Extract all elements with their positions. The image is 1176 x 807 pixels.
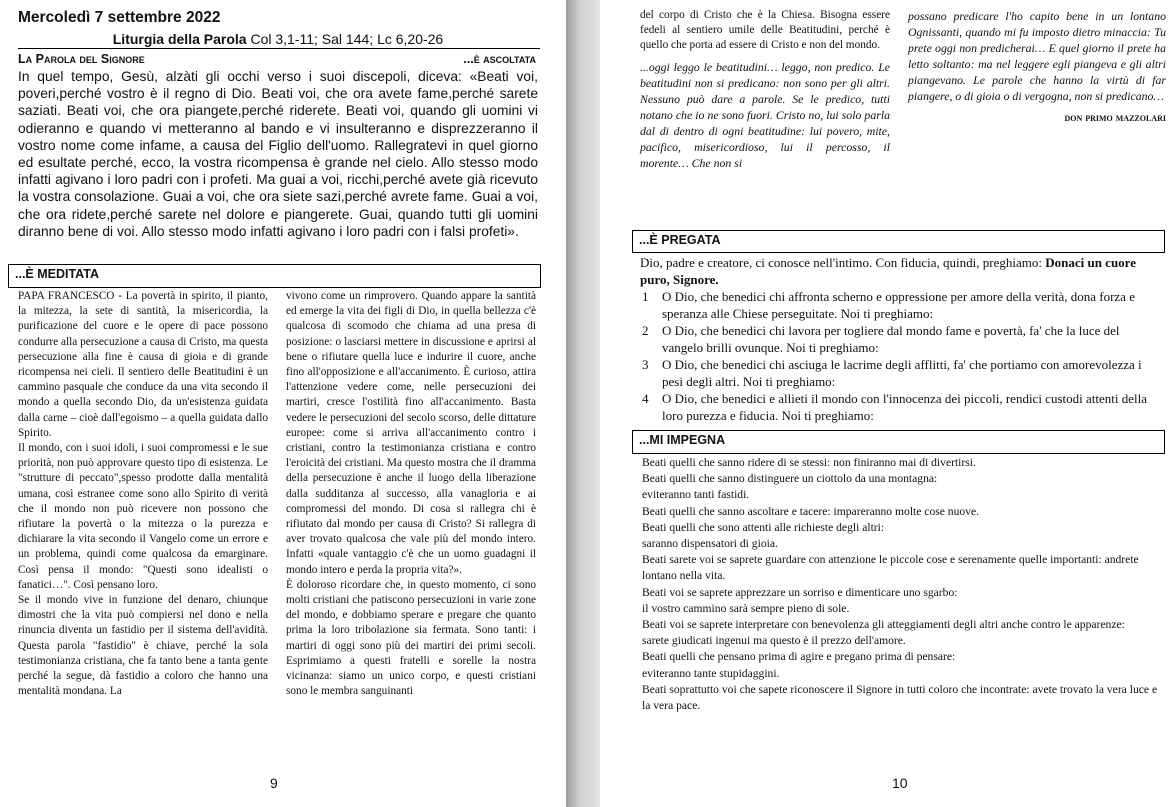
meditata-paragraph: Il mondo, con i suoi idoli, i suoi compromessi e le sue priorità, non può approvare questo tipo di esistenza. Le "strutture di peccato",spesso prodotte dalla mentalità umana, così estranee come sono allo Spirito di verità che il mondo non può ricevere non possono che rifiutare la povertà o la mitezza o la purezza e dichiarare la vita secondo il Vangelo come un errore e un problema, quindi come qualcosa da emarginare. Così pensa il mondo: "Questi sono idealisti o fanatici…". Così pensano loro. xyxy=(18,442,268,591)
impegna-line: Beati quelli che sono attenti alle richieste degli altri: xyxy=(642,520,885,534)
reflection-column-2 xyxy=(908,8,1166,125)
pregata-intro xyxy=(640,254,1162,288)
meditata-column-1 xyxy=(18,289,268,699)
reflection-column-1 xyxy=(640,8,890,171)
meditata-header xyxy=(8,264,541,288)
meditata-paragraph: PAPA FRANCESCO - La povertà in spirito, il pianto, la mitezza, la sete di santità, la misericordia, la purificazione del cuore e le opere di pace possono condurre alla persecuzione a causa di Cristo, ma questa persecuzione alla fine è causa di gioia e di grande ricompensa nei cieli. Il sentiero delle Beatitudini è un cammino pasquale che conduce da una vita secondo il mondo a quella secondo Dio, da un'esistenza guidata dalla carne – cioè dall'egoismo – a quella guidata dallo Spirito. xyxy=(18,290,268,439)
meditata-paragraph: vivono come un rimprovero. Quando appare la santità ed emerge la vita dei figli di Dio, in quella bellezza c'è qualcosa di scomodo che chiama ad una presa di posizione: o lasciarsi mettere in discussione e aprirsi al bene o rifiutare quella luce e indurire il cuore, anche fino all'opposizione e all'accanimento. È curioso, attira l'attenzione vedere come, nelle persecuzioni dei martiri, cresce l'ostilità fino all'accanimento. Basta vedere le persecuzioni del secolo scorso, delle dittature europee: come si arriva all'accanimento contro i cristiani, contro la testimonianza cristiana e contro l'eroicità dei cristiani. Ma questo mostra che il dramma della persecuzione è anche il luogo della liberazione dalla sudditanza al successo, alla vanagloria e ai compromessi del mondo. Di cosa si rallegra chi è rifiutato dal mondo per causa di Cristo? Si rallegra di aver trovato qualcosa che vale più del mondo intero. Infatti «quale vantaggio c'è che un uomo guadagni il mondo intero e perda la propria vita?». xyxy=(286,290,536,576)
prayer-item xyxy=(640,322,1162,356)
impegna-line: Beati quelli che sanno ridere di se stessi: non finiranno mai di divertirsi. xyxy=(642,456,976,469)
impegna-section xyxy=(642,455,1162,714)
heading-rule xyxy=(18,48,540,49)
prayer-text: O Dio, che benedici chi lavora per togliere dal mondo fame e povertà, fa' che la luce del vangelo brilli ovunque. Noi ti preghiamo: xyxy=(662,323,1120,355)
prayer-list xyxy=(640,288,1162,424)
meditata-paragraph: È doloroso ricordare che, in questo momento, ci sono molti cristiani che patiscono persecuzioni in varie zone del mondo, e dobbiamo sperare e pregare che quanto prima la loro tribolazione sia fermata. Sono tanti: i martiri di oggi sono più dei martiri dei primi secoli. Esprimiamo a questi fratelli e sorelle la nostra vicinanza: siamo un unico corpo, e questi cristiani sono le membra sanguinanti xyxy=(286,578,536,698)
page-gutter xyxy=(566,0,600,807)
meditata-label: ...È MEDITATA xyxy=(15,267,100,281)
prayer-item xyxy=(640,356,1162,390)
liturgy-title: Liturgia della Parola xyxy=(112,31,247,47)
impegna-line: eviteranno tante stupidaggini. xyxy=(642,666,780,680)
impegna-header xyxy=(632,430,1165,454)
prayer-text: O Dio, che benedici e allieti il mondo con l'innocenza dei piccoli, rendici custodi attenti della loro purezza e fiducia. Noi ti preghiamo: xyxy=(662,391,1147,423)
pregata-header xyxy=(632,230,1165,253)
impegna-line: il vostro cammino sarà sempre pieno di sole. xyxy=(642,601,850,615)
impegna-line: Beati voi se saprete apprezzare un sorriso e dimenticare uno sgarbo: xyxy=(642,585,958,599)
mazzolari-quote-part-1: ...oggi leggo le beatitudini… leggo, non predico. Le beatitudini non si predicano: non sono per gli altri. Nessuno può dare a parole. Se le predico, tutti notano che io ne sono fuori. Cristo no, lui solo parla dal di dentro di ogni beatitudine: lui povero, mite, pacifico, misericordioso, lui il percosso, il morente… Che non si xyxy=(640,59,890,170)
impegna-label: ...MI IMPEGNA xyxy=(639,433,726,447)
impegna-line: Beati quelli che sanno distinguere un ciottolo da una montagna: xyxy=(642,472,938,486)
prayer-item xyxy=(640,390,1162,424)
gospel-text: In quel tempo, Gesù, alzàti gli occhi verso i suoi discepoli, diceva: «Beati voi, poveri,perché vostro è il regno di Dio. Beati voi, che ora avete fame,perché sarete saziati. Beati voi, che ora piangete,perché riderete. Beati voi, quando gli uomini vi odieranno e quando vi metteranno al bando e vi insulteranno e disprezzeranno il vostro nome come infame, a causa del Figlio dell'uomo. Rallegratevi in quel giorno ed esultate perché, ecco, la vostra ricompensa è grande nel cielo. Allo stesso modo infatti agivano i loro padri con i profeti. Ma guai a voi, ricchi,perché avete già ricevuto la vostra consolazione. Guai a voi, che ora siete sazi,perché avrete fame. Guai a voi, che ora ridete,perché sarete nel dolore e piangerete. Guai, quando tutti gli uomini diranno bene di voi. Allo stesso modo infatti agivano i loro padri con i falsi profeti». xyxy=(18,69,538,239)
liturgy-refs: Col 3,1-11; Sal 144; Lc 6,20-26 xyxy=(250,31,444,47)
pregata-intro-text: Dio, padre e creatore, ci conosce nell'intimo. Con fiducia, quindi, preghiamo: xyxy=(640,255,1042,270)
parola-label: La Parola del Signore xyxy=(18,52,145,66)
prayer-number: 3 xyxy=(642,357,649,372)
meditata-continuation: del corpo di Cristo che è la Chiesa. Bisogna essere fedeli al sentiero umile delle Beatitudini, perché è quello che porta ad essere di Cristo e non del mondo. xyxy=(640,9,890,52)
pregata-label: ...È PREGATA xyxy=(639,233,721,247)
pregata-section xyxy=(640,254,1162,424)
impegna-line: Beati quelli che pensano prima di agire e pregano prima di pensare: xyxy=(642,650,956,664)
ascoltata-label: ...è ascoltata xyxy=(463,52,536,66)
quote-author: don primo mazzolari xyxy=(1064,110,1166,124)
mazzolari-quote-part-2: possano predicare l'ho capito bene in un lontano Ognissanti, quando mi fu imposto dietro minaccia: Tu prete oggi non predicherai… E quel giorno il prete ha letto soltanto: ma nel leggere egli piangeva e gli altri piangevano. Le parole che hanno la virtù di far piangere, o di gioia o di vergogna, non si predicano… xyxy=(908,9,1166,103)
date-heading: Mercoledì 7 settembre 2022 xyxy=(18,9,221,26)
prayer-number: 4 xyxy=(642,391,649,406)
meditata-paragraph: Se il mondo vive in funzione del denaro, chiunque dimostri che la vita può compiersi nel dono e nella rinuncia diventa un fastidio per il sistema dell'avidità. Questa parola "fastidio" è chiave, perché la sola testimonianza cristiana, che fa tanto bene a tanta gente perché la segue, dà fastidio a coloro che hanno una mentalità mondana. La xyxy=(18,594,268,698)
liturgy-heading xyxy=(18,31,538,47)
page-right xyxy=(600,0,1176,807)
prayer-item xyxy=(640,288,1162,322)
impegna-line: Beati sarete voi se saprete guardare con attenzione le piccole cose e serenamente quelle importanti: andrete lontano nella vita. xyxy=(642,553,1139,583)
prayer-text: O Dio, che benedici chi affronta scherno e oppressione per amore della verità, dona forza e speranza alle Chiese perseguitate. Noi ti preghiamo: xyxy=(662,289,1135,321)
meditata-column-2 xyxy=(286,289,536,699)
page-number-left: 9 xyxy=(270,775,278,791)
prayer-number: 1 xyxy=(642,289,649,304)
page-left xyxy=(0,0,566,807)
impegna-line: Beati soprattutto voi che sapete riconoscere il Signore in tutti coloro che incontrate: avete trovato la vera luce e la vera pace. xyxy=(642,682,1158,713)
impegna-line: Beati quelli che sanno ascoltare e tacere: impareranno molte cose nuove. xyxy=(642,504,980,518)
page-number-right: 10 xyxy=(892,775,908,791)
prayer-number: 2 xyxy=(642,323,649,338)
prayer-text: O Dio, che benedici chi asciuga le lacrime degli afflitti, fa' che portiamo con amorevolezza i pesi degli altri. Noi ti preghiamo: xyxy=(662,357,1142,389)
impegna-line: eviteranno tanti fastidi. xyxy=(642,488,750,502)
pregata-response: Donaci un cuore puro, Signore. xyxy=(640,255,1136,287)
impegna-line: saranno dispensatori di gioia. xyxy=(642,537,778,551)
impegna-line: Beati voi se saprete interpretare con benevolenza gli atteggiamenti degli altri anche contro le apparenze: xyxy=(642,618,1125,632)
impegna-line: sarete giudicati ingenui ma questo è il prezzo dell'amore. xyxy=(642,634,906,648)
